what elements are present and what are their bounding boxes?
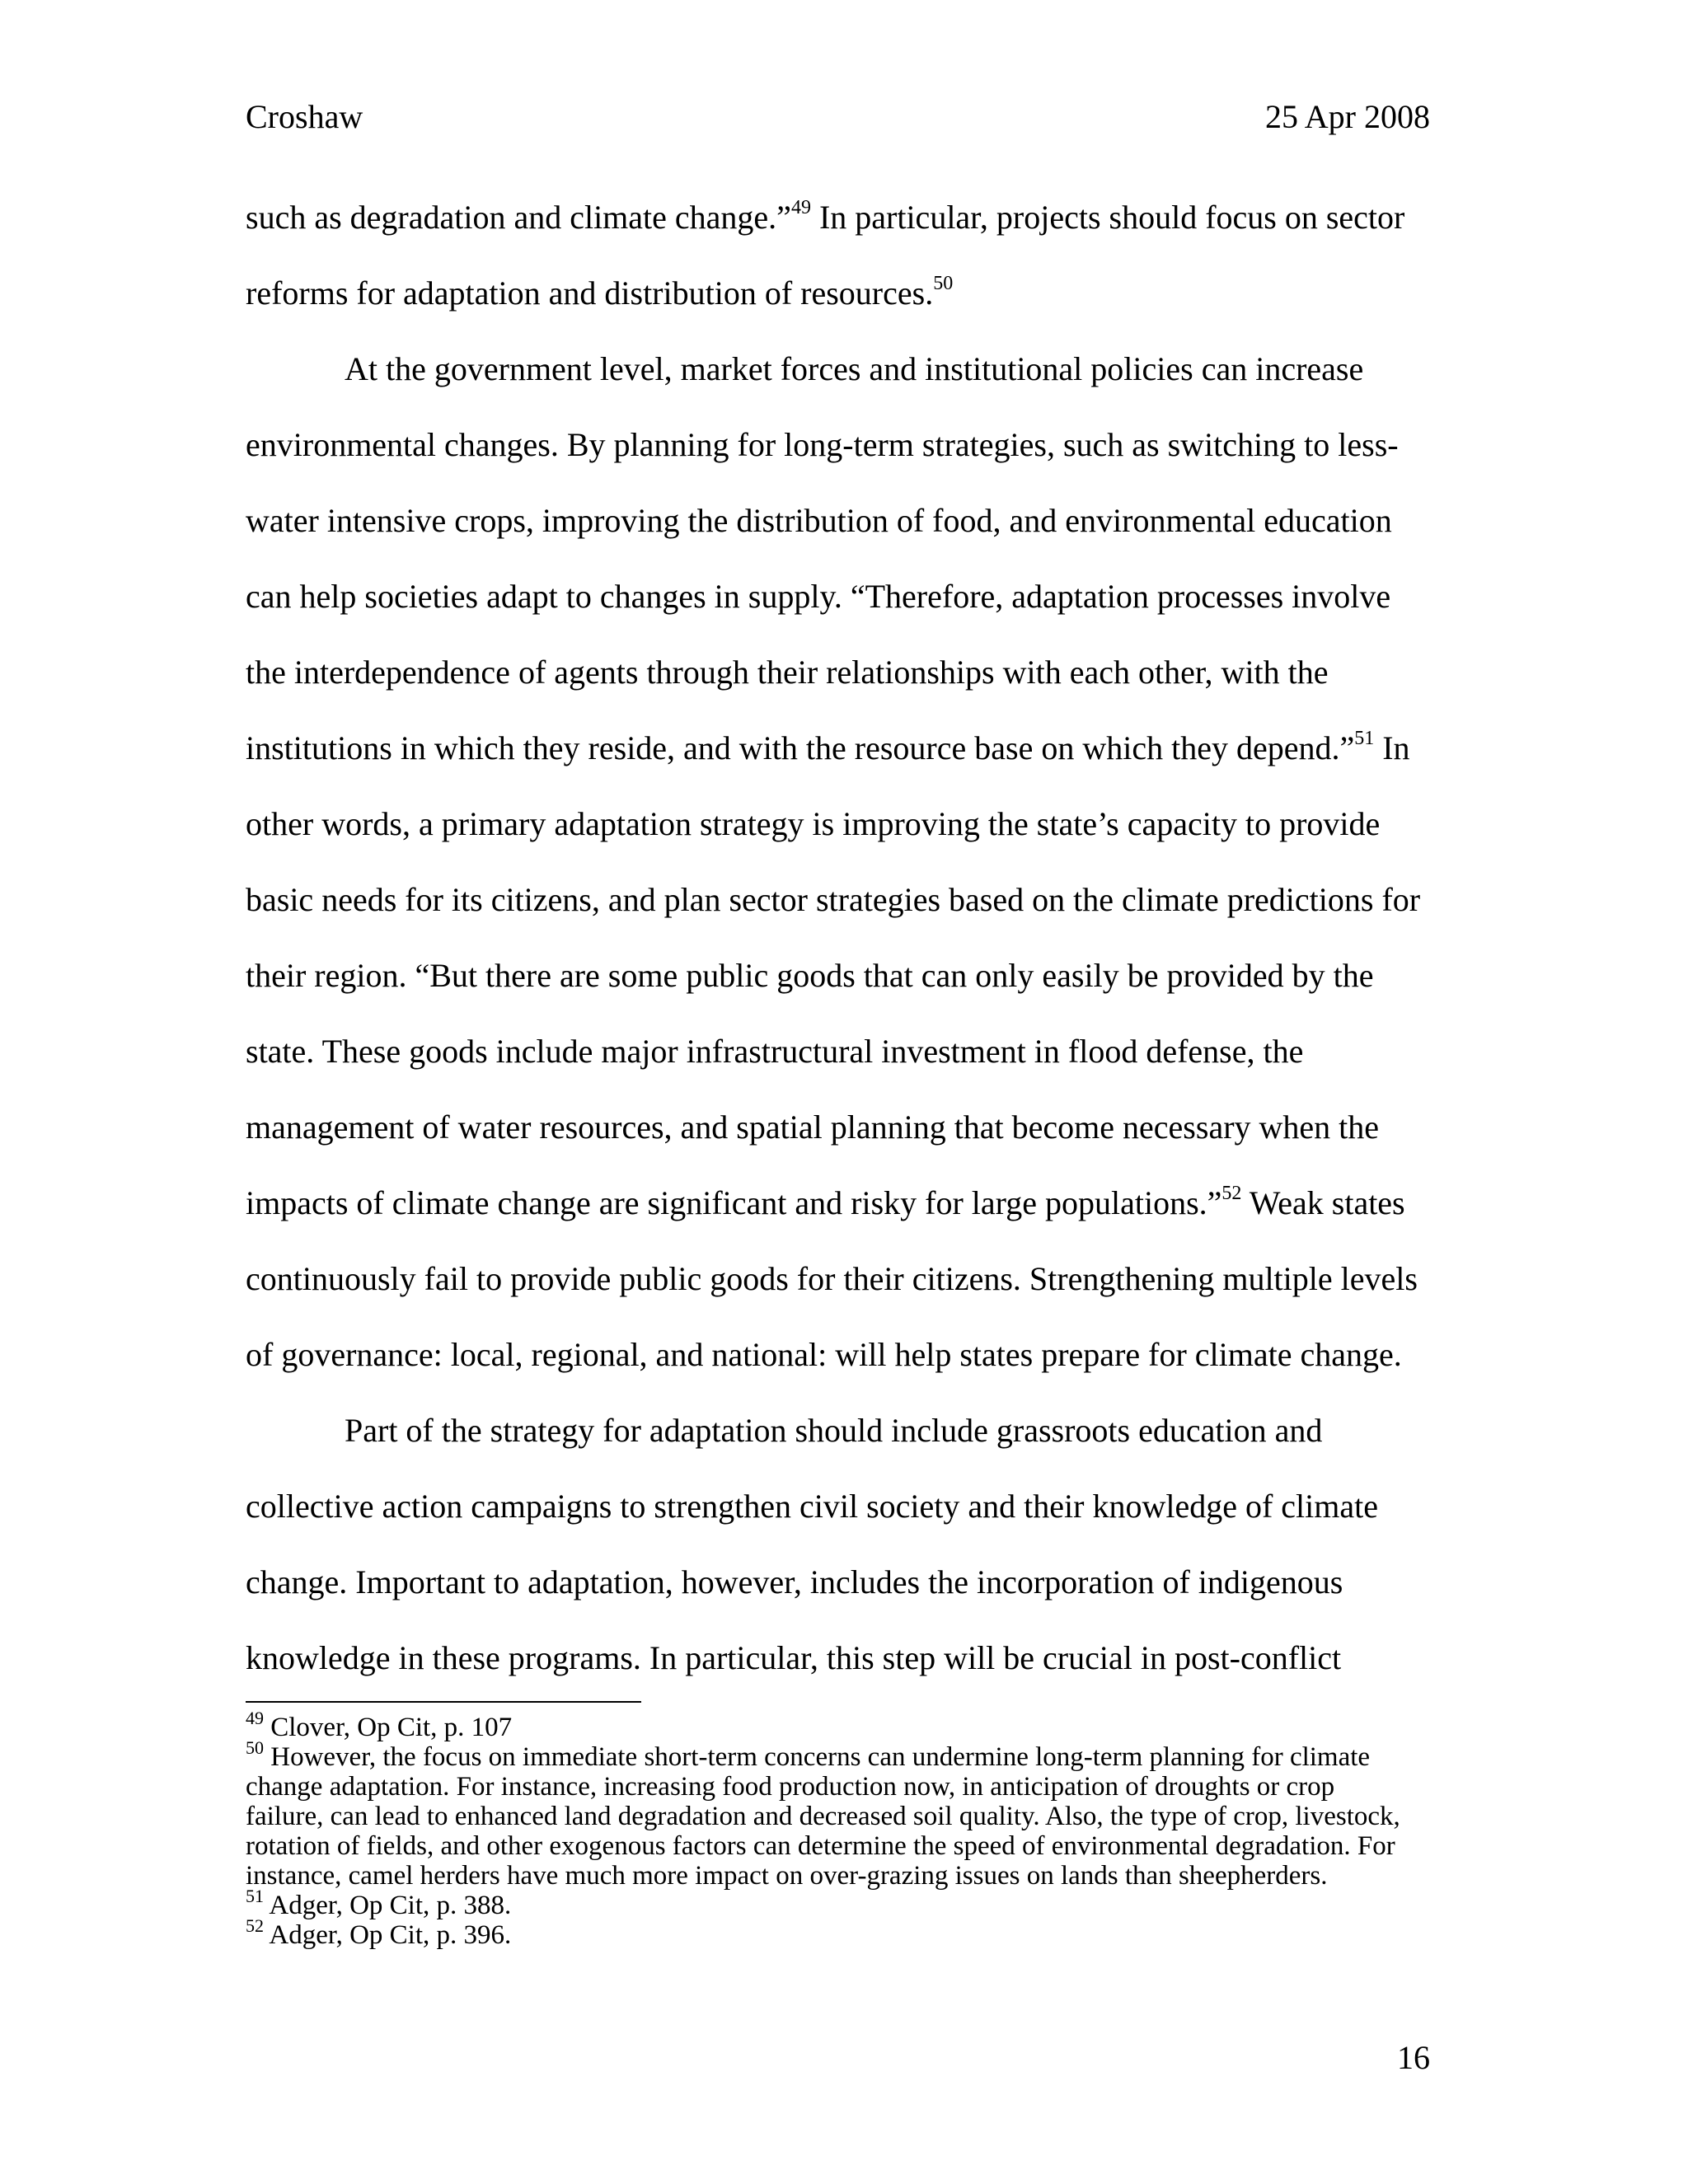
running-header <box>246 92 1430 142</box>
body-line-7: the interdependence of agents through their relationships with each other, with the <box>246 654 1329 691</box>
body-line-12: state. These goods include major infrastructural investment in flood defense, the <box>246 1033 1304 1070</box>
header-date: 25 Apr 2008 <box>1265 98 1430 135</box>
body-line-5: water intensive crops, improving the distribution of food, and environmental education <box>246 502 1392 539</box>
body-line-17: Part of the strategy for adaptation should include grassroots education and <box>345 1412 1323 1449</box>
body-line-8: institutions in which they reside, and with the resource base on which they depend.”$^{51}$ In <box>246 727 1410 766</box>
footnote-50: $^{50}$ However, the focus on immediate short-term concerns can undermine long-term planning for climate <box>246 1737 1371 1772</box>
footnote-50-cont-4: instance, camel herders have much more impact on over-grazing issues on lands than sheepherders. <box>246 1861 1328 1891</box>
body-line-15: continuously fail to provide public goods for their citizens. Strengthening multiple levels <box>246 1260 1418 1297</box>
header-author: Croshaw <box>246 98 363 135</box>
body-line-10: basic needs for its citizens, and plan sector strategies based on the climate predictions for <box>246 881 1421 918</box>
body-line-16: of governance: local, regional, and national: will help states prepare for climate change. <box>246 1336 1402 1373</box>
footnote-49: $^{49}$ Clover, Op Cit, p. 107 <box>246 1708 513 1742</box>
body-line-4: environmental changes. By planning for long-term strategies, such as switching to less- <box>246 426 1399 463</box>
footnote-ref-49: 49 <box>790 196 811 218</box>
footnote-52: $^{52}$ Adger, Op Cit, p. 396. <box>246 1915 512 1950</box>
body-line-18: collective action campaigns to strengthen civil society and their knowledge of climate <box>246 1488 1378 1525</box>
footnotes <box>246 1708 1432 1950</box>
footnote-50-cont-3: rotation of fields, and other exogenous factors can determine the speed of environmental degradation. For <box>246 1831 1395 1861</box>
body-line-19: change. Important to adaptation, however, includes the incorporation of indigenous <box>246 1563 1343 1601</box>
body-line-9: other words, a primary adaptation strategy is improving the state’s capacity to provide <box>246 805 1381 842</box>
footnote-50-cont-1: change adaptation. For instance, increasing food production now, in anticipation of droughts or crop <box>246 1772 1335 1802</box>
footnote-ref-50: 50 <box>933 272 954 294</box>
body-line-20: knowledge in these programs. In particular, this step will be crucial in post-conflict <box>246 1639 1342 1676</box>
body-line-13: management of water resources, and spatial planning that become necessary when the <box>246 1108 1380 1146</box>
page-number: 16 <box>1397 2039 1430 2076</box>
footnote-ref-51: 51 <box>1354 727 1375 749</box>
footnote-51: $^{51}$ Adger, Op Cit, p. 388. <box>246 1886 512 1920</box>
body-line-3: At the government level, market forces and institutional policies can increase <box>345 350 1364 387</box>
body-line-11: their region. “But there are some public goods that can only easily be provided by the <box>246 957 1374 994</box>
body-line-1: such as degradation and climate change.”$^{49}$ In particular, projects should focus on sector <box>246 196 1405 236</box>
footnote-50-cont-2: failure, can lead to enhanced land degradation and decreased soil quality. Also, the type of crop, livestock, <box>246 1802 1400 1831</box>
body-text <box>246 191 1430 1708</box>
body-line-14: impacts of climate change are significant and risky for large populations.”$^{52}$ Weak states <box>246 1182 1405 1221</box>
footnote-ref-52: 52 <box>1221 1182 1242 1204</box>
footnote-separator <box>246 1701 641 1703</box>
body-line-6: can help societies adapt to changes in supply. “Therefore, adaptation processes involve <box>246 578 1391 615</box>
body-line-2: reforms for adaptation and distribution of resources.$^{50}$ <box>246 272 954 312</box>
